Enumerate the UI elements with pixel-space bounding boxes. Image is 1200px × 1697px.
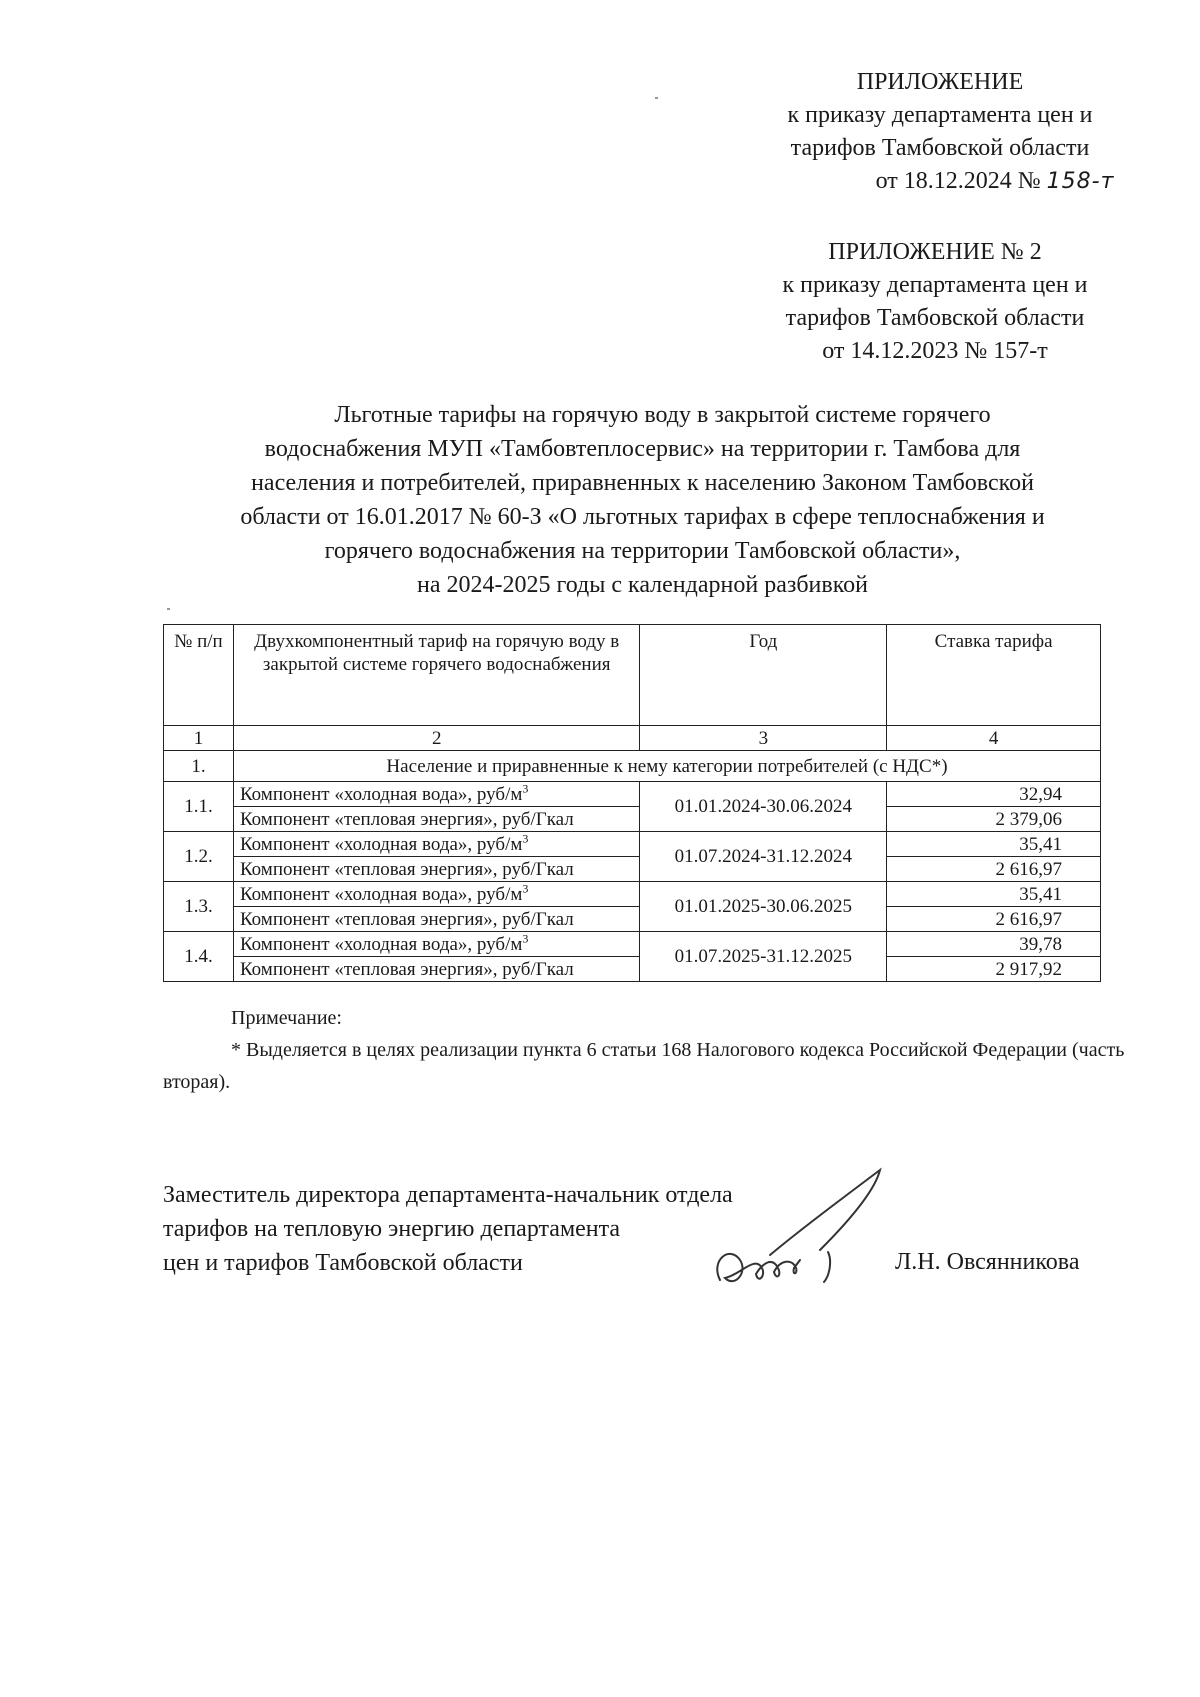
cold-water-value: 35,41 — [887, 832, 1101, 857]
column-number: 3 — [640, 726, 887, 751]
table-row — [164, 882, 1101, 907]
row-num: 1.3. — [164, 882, 234, 932]
document-title — [150, 398, 1135, 602]
title-line: на 2024-2025 годы с календарной разбивкой — [416, 572, 869, 598]
heat-energy-value: 2 917,92 — [887, 957, 1101, 982]
appendix-title: ПРИЛОЖЕНИЕ № 2 — [828, 239, 1042, 265]
position-line: Заместитель директора департамента-начальник отдела — [163, 1182, 733, 1208]
cold-water-label: Компонент «холодная вода», руб/$м^3$ — [233, 882, 640, 907]
scan-speck — [167, 608, 170, 610]
heat-energy-label: Компонент «тепловая энергия», руб/Гкал — [233, 807, 640, 832]
appendix-line: тарифов Тамбовской области — [790, 135, 1090, 161]
position-line: тарифов на тепловую энергию департамента — [163, 1216, 621, 1242]
cold-water-label: Компонент «холодная вода», руб/$м^3$ — [233, 782, 640, 807]
cold-water-value: 35,41 — [887, 882, 1101, 907]
title-line: горячего водоснабжения на территории Тамбовской области», — [324, 538, 961, 564]
table-header-row — [164, 625, 1101, 726]
cold-water-label: Компонент «холодная вода», руб/$м^3$ — [233, 832, 640, 857]
table-column-numbers — [164, 726, 1101, 751]
appendix-date: от 18.12.2024 № — [875, 168, 1041, 194]
tariff-table — [163, 624, 1101, 982]
row-num: 1.2. — [164, 832, 234, 882]
footnote-label: Примечание: — [231, 1007, 342, 1029]
header-rate: Ставка тарифа — [887, 625, 1101, 726]
appendix-header-current — [740, 66, 1140, 198]
heat-energy-label: Компонент «тепловая энергия», руб/Гкал — [233, 957, 640, 982]
row-period: 01.01.2025-30.06.2025 — [640, 882, 887, 932]
row-period: 01.01.2024-30.06.2024 — [640, 782, 887, 832]
scan-speck — [655, 97, 658, 99]
footnote — [163, 1002, 1153, 1098]
title-line: населения и потребителей, приравненных к населению Законом Тамбовской — [251, 470, 1034, 496]
heat-energy-label: Компонент «тепловая энергия», руб/Гкал — [233, 857, 640, 882]
heat-energy-label: Компонент «тепловая энергия», руб/Гкал — [233, 907, 640, 932]
heat-energy-value: 2 616,97 — [887, 907, 1101, 932]
table-row — [164, 807, 1101, 832]
column-number: 1 — [164, 726, 234, 751]
section-label: Население и приравненные к нему категории потребителей (с НДС*) — [233, 751, 1100, 782]
title-line: водоснабжения МУП «Тамбовтеплосервис» на территории г. Тамбова для — [264, 436, 1021, 462]
cold-water-value: 32,94 — [887, 782, 1101, 807]
row-num: 1.4. — [164, 932, 234, 982]
appendix-line: к приказу департамента цен и — [787, 102, 1093, 128]
signatory-name: Л.Н. Овсянникова — [895, 1249, 1080, 1275]
appendix-line: к приказу департамента цен и — [782, 272, 1088, 298]
section-num: 1. — [164, 751, 234, 782]
row-period: 01.07.2024-31.12.2024 — [640, 832, 887, 882]
table-row — [164, 782, 1101, 807]
column-number: 4 — [887, 726, 1101, 751]
appendix-title: ПРИЛОЖЕНИЕ — [856, 69, 1024, 95]
handwritten-order-number: 158-т — [1046, 169, 1115, 194]
title-line: области от 16.01.2017 № 60-З «О льготных тарифах в сфере теплоснабжения и — [240, 504, 1045, 530]
appendix-line: от 14.12.2023 № 157-т — [822, 338, 1048, 364]
appendix-date-line — [740, 165, 1140, 198]
cold-water-label: Компонент «холодная вода», руб/$м^3$ — [233, 932, 640, 957]
table-row — [164, 857, 1101, 882]
row-period: 01.07.2025-31.12.2025 — [640, 932, 887, 982]
appendix-header-original — [735, 236, 1135, 368]
header-year: Год — [640, 625, 887, 726]
column-number: 2 — [233, 726, 640, 751]
footnote-text: * Выделяется в целях реализации пункта 6 статьи 168 Налогового кодекса Российской Федерации (часть вторая). — [163, 1039, 1125, 1093]
table-row — [164, 957, 1101, 982]
heat-energy-value: 2 379,06 — [887, 807, 1101, 832]
table-row — [164, 932, 1101, 957]
heat-energy-value: 2 616,97 — [887, 857, 1101, 882]
title-line: Льготные тарифы на горячую воду в закрытой системе горячего — [334, 402, 991, 428]
appendix-line: тарифов Тамбовской области — [785, 305, 1085, 331]
table-row — [164, 832, 1101, 857]
table-row — [164, 907, 1101, 932]
table-section-row — [164, 751, 1101, 782]
cold-water-value: 39,78 — [887, 932, 1101, 957]
header-tariff: Двухкомпонентный тариф на горячую воду в закрытой системе горячего водоснабжения — [233, 625, 640, 726]
row-num: 1.1. — [164, 782, 234, 832]
position-line: цен и тарифов Тамбовской области — [163, 1250, 523, 1276]
handwritten-signature — [700, 1160, 900, 1310]
header-num: № п/п — [164, 625, 234, 726]
